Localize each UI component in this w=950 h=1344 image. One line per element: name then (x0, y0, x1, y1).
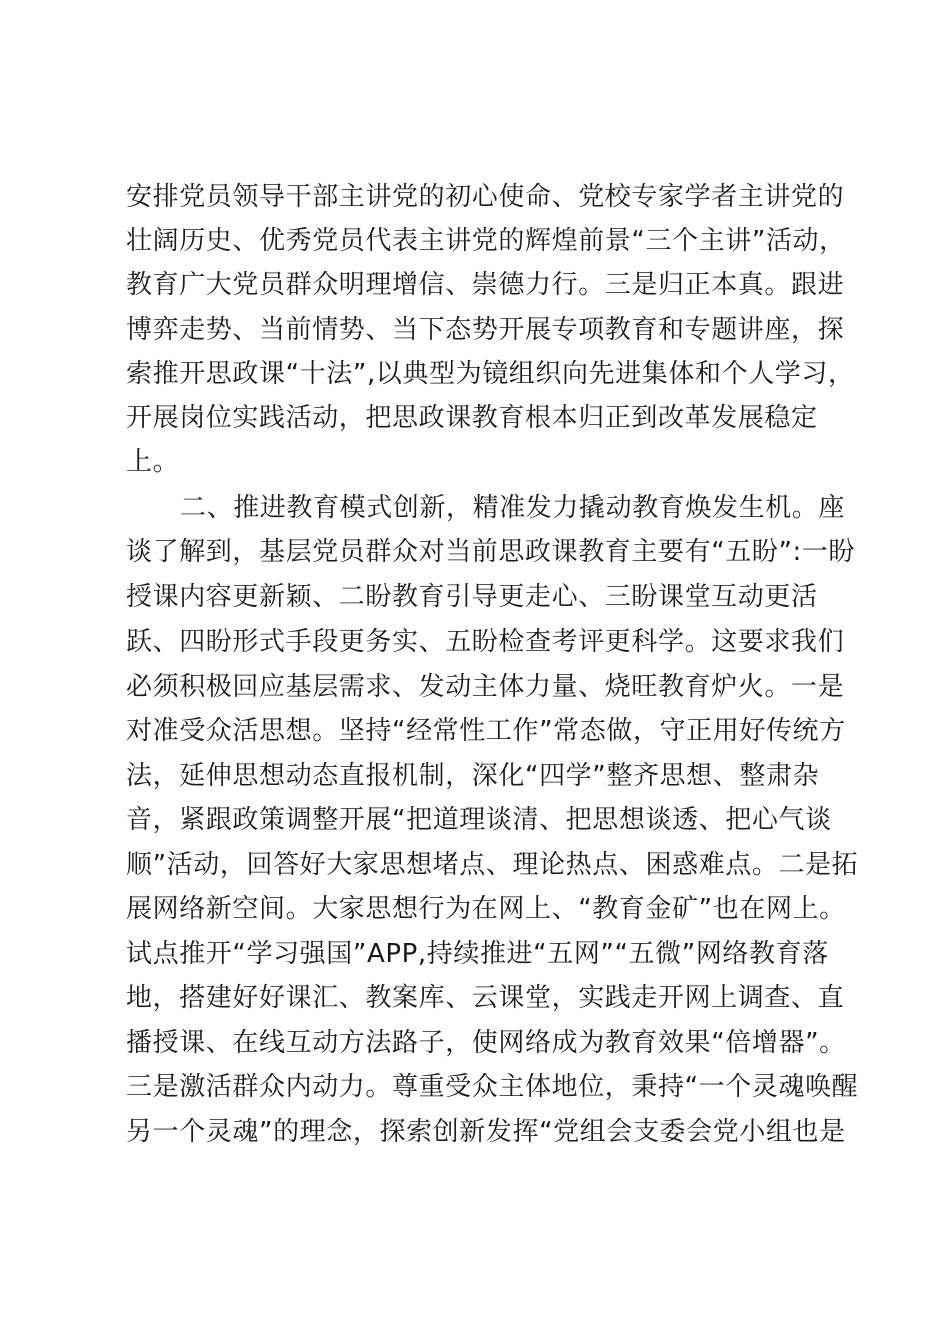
text-line-16: 顺”活动，回答好大家思想堵点、理论热点、困惑难点。二是拓 (126, 850, 859, 880)
text-line-7: 上。 (126, 447, 180, 477)
text-line-15: 音，紧跟政策调整开展“把道理谈清、把思想谈透、把心气谈 (126, 805, 832, 835)
text-line-17: 展网络新空间。大家思想行为在网上、“教育金矿”也在网上。 (126, 894, 846, 924)
text-line-19: 地，搭建好好课汇、教案库、云课堂，实践走开网上调查、直 (126, 983, 845, 1013)
text-line-4: 博弈走势、当前情势、当下态势开展专项教育和专题讲座，探 (126, 315, 845, 345)
paragraph-heading-line: 二、推进教育模式创新，精准发力撬动教育焕发生机。座 (180, 493, 846, 523)
text-line-6: 开展岗位实践活动，把思政课教育根本归正到改革发展稳定 (126, 403, 818, 433)
text-line-21: 三是激活群众内动力。尊重受众主体地位，秉持“一个灵魂唤醒 (126, 1072, 859, 1102)
text-line-14: 法，延伸思想动态直报机制，深化“四学”整齐思想、整肃杂 (126, 761, 820, 791)
text-line-18: 试点推开“学习强国”APP,持续推进“五网”“五微”网络教育落 (126, 939, 829, 969)
text-line-10: 授课内容更新颖、二盼教育引导更走心、三盼课堂互动更活 (126, 582, 818, 612)
text-line-5: 索推开思政课“十法”,以典型为镜组织向先进集体和个人学习， (126, 359, 855, 389)
text-line-3: 教育广大党员群众明理增信、崇德力行。三是归正本真。跟进 (126, 270, 845, 300)
text-line-22: 另一个灵魂”的理念，探索创新发挥“党组会支委会党小组也是 (126, 1117, 846, 1147)
text-line-9: 谈了解到，基层党员群众对当前思政课教育主要有“五盼”:一盼 (126, 537, 856, 567)
text-line-11: 跃、四盼形式手段更务实、五盼检查考评更科学。这要求我们 (126, 627, 845, 657)
text-line-1: 安排党员领导干部主讲党的初心使命、党校专家学者主讲党的 (126, 182, 845, 212)
text-line-2: 壮阔历史、优秀党员代表主讲党的辉煌前景“三个主讲”活动， (126, 226, 846, 256)
text-line-12: 必须积极回应基层需求、发动主体力量、烧旺教育炉火。一是 (126, 672, 845, 702)
text-line-13: 对准受众活思想。坚持“经常性工作”常态做，守正用好传统方 (126, 716, 846, 746)
text-line-20: 播授课、在线互动方法路子，使网络成为教育效果“倍增器”。 (126, 1028, 846, 1058)
